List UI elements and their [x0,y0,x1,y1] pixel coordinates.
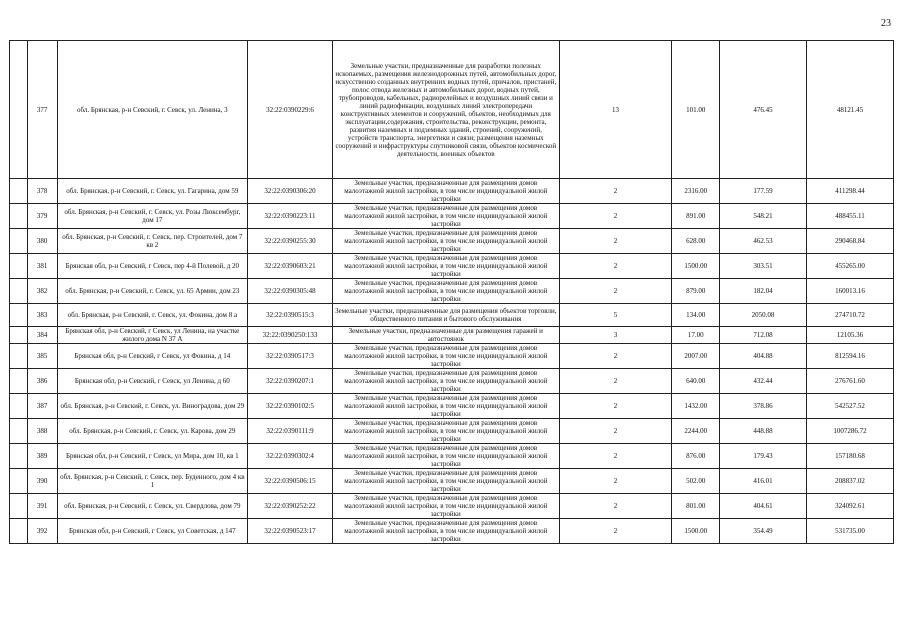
land-use-cell: Земельные участки, предназначенные для размещения домов малоэтажной жилой застройки, в том числе индивидуальной жилой застройки [332,344,559,369]
cadastral-number-cell: 32:22:0390523:17 [248,519,333,544]
use-group-cell: 2 [559,469,672,494]
cadastral-number-cell: 32:22:0390506:15 [248,469,333,494]
rate-cell: 378.86 [720,394,807,419]
area-cell: 628.00 [672,229,720,254]
area-cell: 2244.00 [672,419,720,444]
rate-cell: 476.45 [720,41,807,179]
cadastral-number-cell: 32:22:0390250:133 [248,327,333,344]
row-number: 381 [27,254,57,279]
area-cell: 891.00 [672,204,720,229]
area-cell: 2007.00 [672,344,720,369]
cadastral-number-cell: 32:22:0390306:20 [248,179,333,204]
value-cell: 160013.16 [807,279,894,304]
area-cell: 2316.00 [672,179,720,204]
use-group-cell: 3 [559,327,672,344]
address-cell: Брянская обл, р-н Севский, г Севск, ул Фокина, д 14 [57,344,247,369]
page-number: 23 [881,18,891,29]
rate-cell: 182.04 [720,279,807,304]
area-cell: 17.00 [672,327,720,344]
table-row [10,179,894,204]
land-use-cell: Земельные участки, предназначенные для размещения домов малоэтажной жилой застройки, в том числе индивидуальной жилой застройки [332,229,559,254]
table-row [10,304,894,327]
empty-cell [10,494,28,519]
rate-cell: 177.59 [720,179,807,204]
land-use-cell: Земельные участки, предназначенные для размещения домов малоэтажной жилой застройки, в том числе индивидуальной жилой застройки [332,179,559,204]
use-group-cell: 2 [559,494,672,519]
land-use-cell: Земельные участки, предназначенные для размещения домов малоэтажной жилой застройки, в том числе индивидуальной жилой застройки [332,519,559,544]
cadastral-number-cell: 32:22:0390111:9 [248,419,333,444]
table-row [10,254,894,279]
row-number: 384 [27,327,57,344]
empty-cell [10,519,28,544]
use-group-cell: 2 [559,279,672,304]
land-use-cell: Земельные участки, предназначенные для размещения гаражей и автостоянок [332,327,559,344]
empty-cell [10,327,28,344]
use-group-cell: 2 [559,394,672,419]
address-cell: Брянская обл, р-н Севский, г Севск, ул Советская, д 147 [57,519,247,544]
value-cell: 542527.52 [807,394,894,419]
cadastral-number-cell: 32:22:0390302:4 [248,444,333,469]
value-cell: 488455.11 [807,204,894,229]
land-use-cell: Земельные участки, предназначенные для размещения домов малоэтажной жилой застройки, в том числе индивидуальной жилой застройки [332,254,559,279]
land-use-cell: Земельные участки, предназначенные для размещения домов малоэтажной жилой застройки, в том числе индивидуальной жилой застройки [332,279,559,304]
land-plot-table [9,40,894,544]
table-row [10,204,894,229]
value-cell: 1007286.72 [807,419,894,444]
table-row [10,494,894,519]
empty-cell [10,204,28,229]
row-number: 386 [27,369,57,394]
address-cell: Брянская обл, р-н Севский, г Севск, ул Мира, дом 10, кв 1 [57,444,247,469]
address-cell: обл. Брянская, р-н Севский, г. Севск, пер. Буденного, дом 4 кв 1 [57,469,247,494]
value-cell: 48121.45 [807,41,894,179]
rate-cell: 448.88 [720,419,807,444]
area-cell: 876.00 [672,444,720,469]
empty-cell [10,304,28,327]
row-number: 385 [27,344,57,369]
rate-cell: 432.44 [720,369,807,394]
cadastral-number-cell: 32:22:0390223:11 [248,204,333,229]
address-cell: обл. Брянская, р-н Севский, г. Севск, ул. Виноградова, дом 29 [57,394,247,419]
use-group-cell: 5 [559,304,672,327]
address-cell: Брянская обл, р-н Севский, г Севск, ул Ленина, д 60 [57,369,247,394]
empty-cell [10,279,28,304]
empty-cell [10,369,28,394]
empty-cell [10,229,28,254]
use-group-cell: 13 [559,41,672,179]
row-number: 378 [27,179,57,204]
table-row [10,41,894,179]
address-cell: обл. Брянская, р-н Севский, г. Севск, ул. Свердлова, дом 79 [57,494,247,519]
table-row [10,519,894,544]
area-cell: 640.00 [672,369,720,394]
cadastral-number-cell: 32:22:0390207:1 [248,369,333,394]
rate-cell: 354.49 [720,519,807,544]
use-group-cell: 2 [559,444,672,469]
land-use-cell: Земельные участки, предназначенные для размещения домов малоэтажной жилой застройки, в том числе индивидуальной жилой застройки [332,369,559,394]
address-cell: обл. Брянская, р-н Севский, г. Севск, ул. Ленина, 3 [57,41,247,179]
land-use-cell: Земельные участки, предназначенные для размещения домов малоэтажной жилой застройки, в том числе индивидуальной жилой застройки [332,444,559,469]
use-group-cell: 2 [559,254,672,279]
land-use-cell: Земельные участки, предназначенные для размещения объектов торговли, общественного питания и бытового обслуживания [332,304,559,327]
row-number: 380 [27,229,57,254]
value-cell: 411298.44 [807,179,894,204]
land-use-cell: Земельные участки, предназначенные для размещения домов малоэтажной жилой застройки, в том числе индивидуальной жилой застройки [332,419,559,444]
use-group-cell: 2 [559,179,672,204]
use-group-cell: 2 [559,204,672,229]
value-cell: 12105.36 [807,327,894,344]
use-group-cell: 2 [559,419,672,444]
empty-cell [10,179,28,204]
area-cell: 879.00 [672,279,720,304]
table-row [10,279,894,304]
cadastral-number-cell: 32:22:0390517:3 [248,344,333,369]
land-use-cell: Земельные участки, предназначенные для разработки полезных ископаемых, размещения железнодорожных путей, автомобильных дорог, искусственно созданных внутренних водных путей, причалов, пристаней, полос отвода железных и автомобильных дорог, водных путей, трубопроводов, кабельных, радиорелейных и воздушных линий связи и линий радиофикации, воздушных линий электропередачи конструктивных элементов и сооружений, объектов, необходимых для эксплуатации,содержания, строительства, реконструкции, ремонта, развития наземных и подземных зданий, строений, сооружений, устройств транспорта, энергетики и связи; размещения наземных сооружений и инфраструктуры спутниковой связи, объектов космической деятельности, военных объектов [332,41,559,179]
row-number: 392 [27,519,57,544]
area-cell: 134.00 [672,304,720,327]
land-use-cell: Земельные участки, предназначенные для размещения домов малоэтажной жилой застройки, в том числе индивидуальной жилой застройки [332,394,559,419]
rate-cell: 404.88 [720,344,807,369]
row-number: 382 [27,279,57,304]
cadastral-number-cell: 32:22:0390252:22 [248,494,333,519]
table-row [10,344,894,369]
rate-cell: 179.43 [720,444,807,469]
table-row [10,444,894,469]
cadastral-number-cell: 32:22:0390229:6 [248,41,333,179]
row-number: 389 [27,444,57,469]
use-group-cell: 2 [559,344,672,369]
address-cell: Брянская обл, р-н Севский, г Севск, пер 4-й Полевой, д 20 [57,254,247,279]
land-use-cell: Земельные участки, предназначенные для размещения домов малоэтажной жилой застройки, в том числе индивидуальной жилой застройки [332,469,559,494]
value-cell: 455265.00 [807,254,894,279]
cadastral-number-cell: 32:22:0390102:5 [248,394,333,419]
cadastral-number-cell: 32:22:0390603:21 [248,254,333,279]
row-number: 379 [27,204,57,229]
empty-cell [10,444,28,469]
empty-cell [10,394,28,419]
row-number: 387 [27,394,57,419]
table-row [10,327,894,344]
use-group-cell: 2 [559,369,672,394]
table-row [10,394,894,419]
empty-cell [10,419,28,444]
value-cell: 531735.00 [807,519,894,544]
value-cell: 274710.72 [807,304,894,327]
value-cell: 812594.16 [807,344,894,369]
address-cell: обл. Брянская, р-н Севский, г. Севск, ул. Фокина, дом 8 а [57,304,247,327]
row-number: 377 [27,41,57,179]
row-number: 391 [27,494,57,519]
rate-cell: 712.08 [720,327,807,344]
address-cell: обл. Брянская, р-н Севский, г. Севск, ул. Гагарина, дом 59 [57,179,247,204]
empty-cell [10,344,28,369]
empty-cell [10,469,28,494]
land-use-cell: Земельные участки, предназначенные для размещения домов малоэтажной жилой застройки, в том числе индивидуальной жилой застройки [332,204,559,229]
rate-cell: 462.53 [720,229,807,254]
use-group-cell: 2 [559,229,672,254]
area-cell: 1432.00 [672,394,720,419]
use-group-cell: 2 [559,519,672,544]
row-number: 390 [27,469,57,494]
row-number: 383 [27,304,57,327]
value-cell: 324092.61 [807,494,894,519]
row-number: 388 [27,419,57,444]
table-row [10,469,894,494]
rate-cell: 404.61 [720,494,807,519]
table-row [10,419,894,444]
address-cell: Брянская обл, р-н Севский, г Севск, ул Ленина, на участке жилого дома N 37 А [57,327,247,344]
land-use-cell: Земельные участки, предназначенные для размещения домов малоэтажной жилой застройки, в том числе индивидуальной жилой застройки [332,494,559,519]
value-cell: 290468.84 [807,229,894,254]
address-cell: обл. Брянская, р-н Севский, г. Севск, ул. Розы Люксембург, дом 17 [57,204,247,229]
empty-cell [10,254,28,279]
area-cell: 1500.00 [672,519,720,544]
rate-cell: 548.21 [720,204,807,229]
table-body [10,41,894,544]
value-cell: 208837.02 [807,469,894,494]
table-row [10,369,894,394]
area-cell: 1500.00 [672,254,720,279]
area-cell: 101.00 [672,41,720,179]
rate-cell: 416.01 [720,469,807,494]
cadastral-number-cell: 32:22:0390305:48 [248,279,333,304]
address-cell: обл. Брянская, р-н Севский, г. Севск, ул. 65 Армии, дом 23 [57,279,247,304]
rate-cell: 2050.08 [720,304,807,327]
empty-cell [10,41,28,179]
address-cell: обл. Брянская, р-н Севский, г. Севск, ул. Карова, дом 29 [57,419,247,444]
cadastral-number-cell: 32:22:0390515:3 [248,304,333,327]
area-cell: 801.00 [672,494,720,519]
value-cell: 276761.60 [807,369,894,394]
value-cell: 157180.68 [807,444,894,469]
address-cell: обл. Брянская, р-н Севский, г. Севск, пер. Строителей, дом 7 кв 2 [57,229,247,254]
table-row [10,229,894,254]
area-cell: 502.00 [672,469,720,494]
cadastral-number-cell: 32:22:0390255:30 [248,229,333,254]
rate-cell: 303.51 [720,254,807,279]
